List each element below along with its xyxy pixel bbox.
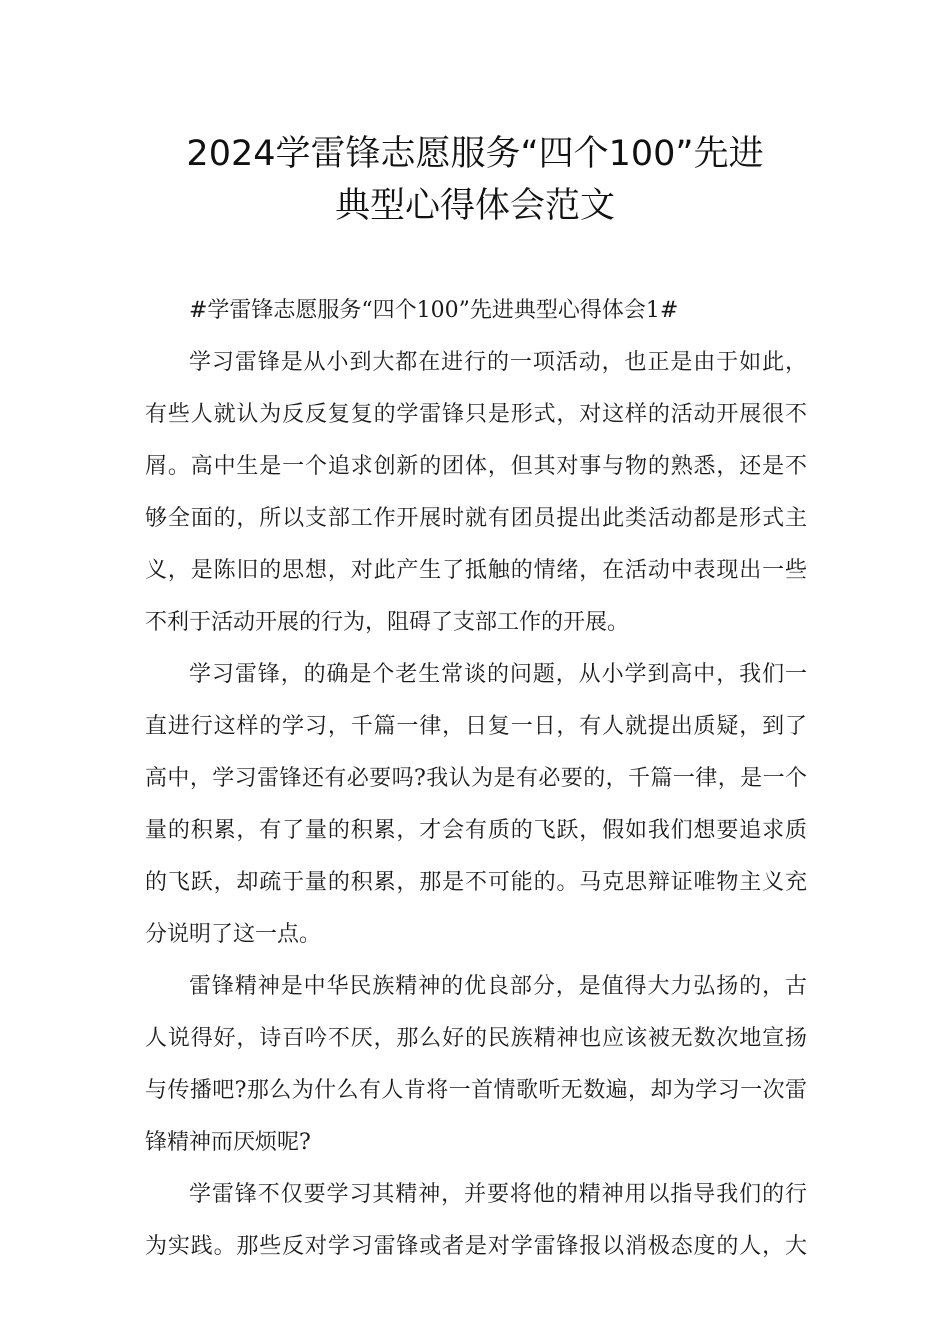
- paragraph-line: 有些人就认为反反复复的学雷锋只是形式，对这样的活动开展很不: [145, 402, 807, 427]
- paragraph-line: 分说明了这一点。: [145, 922, 322, 947]
- paragraph-line: 直进行这样的学习，千篇一律，日复一日，有人就提出质疑，到了: [145, 714, 807, 739]
- paragraph-line: 义，是陈旧的思想，对此产生了抵触的情绪，在活动中表现出一些: [145, 558, 807, 583]
- paragraph-line: 高中，学习雷锋还有必要吗?我认为是有必要的，千篇一律，是一个: [145, 766, 807, 791]
- paragraph-line: 学习雷锋是从小到大都在进行的一项活动，也正是由于如此，: [189, 350, 807, 375]
- paragraph-line: 不利于活动开展的行为，阻碍了支部工作的开展。: [145, 610, 630, 635]
- document-body: [145, 285, 807, 1273]
- paragraph-line: 学雷锋不仅要学习其精神，并要将他的精神用以指导我们的行: [189, 1182, 807, 1207]
- paragraph-line: 与传播吧?那么为什么有人肯将一首情歌听无数遍，却为学习一次雷: [145, 1078, 807, 1103]
- document-title: [120, 128, 830, 232]
- title-line-1: 2024学雷锋志愿服务“四个100”先进: [186, 134, 764, 174]
- paragraph-line: 人说得好，诗百吟不厌，那么好的民族精神也应该被无数次地宣扬: [145, 1026, 807, 1051]
- paragraph-line: 够全面的，所以支部工作开展时就有团员提出此类活动都是形式主: [145, 506, 807, 531]
- paragraph-line: 屑。高中生是一个追求创新的团体，但其对事与物的熟悉，还是不: [145, 454, 807, 479]
- paragraph-line: 为实践。那些反对学习雷锋或者是对学雷锋报以消极态度的人，大: [145, 1234, 807, 1259]
- section-heading: #学雷锋志愿服务“四个100”先进典型心得体会1#: [189, 298, 679, 323]
- paragraph-line: 学习雷锋，的确是个老生常谈的问题，从小学到高中，我们一: [189, 662, 807, 687]
- paragraph-line: 量的积累，有了量的积累，才会有质的飞跃，假如我们想要追求质: [145, 818, 807, 843]
- title-line-2: 典型心得体会范文: [334, 186, 615, 226]
- paragraph-line: 锋精神而厌烦呢?: [145, 1130, 311, 1155]
- paragraph-line: 雷锋精神是中华民族精神的优良部分，是值得大力弘扬的，古: [189, 974, 807, 999]
- paragraph-line: 的飞跃，却疏于量的积累，那是不可能的。马克思辩证唯物主义充: [145, 870, 807, 895]
